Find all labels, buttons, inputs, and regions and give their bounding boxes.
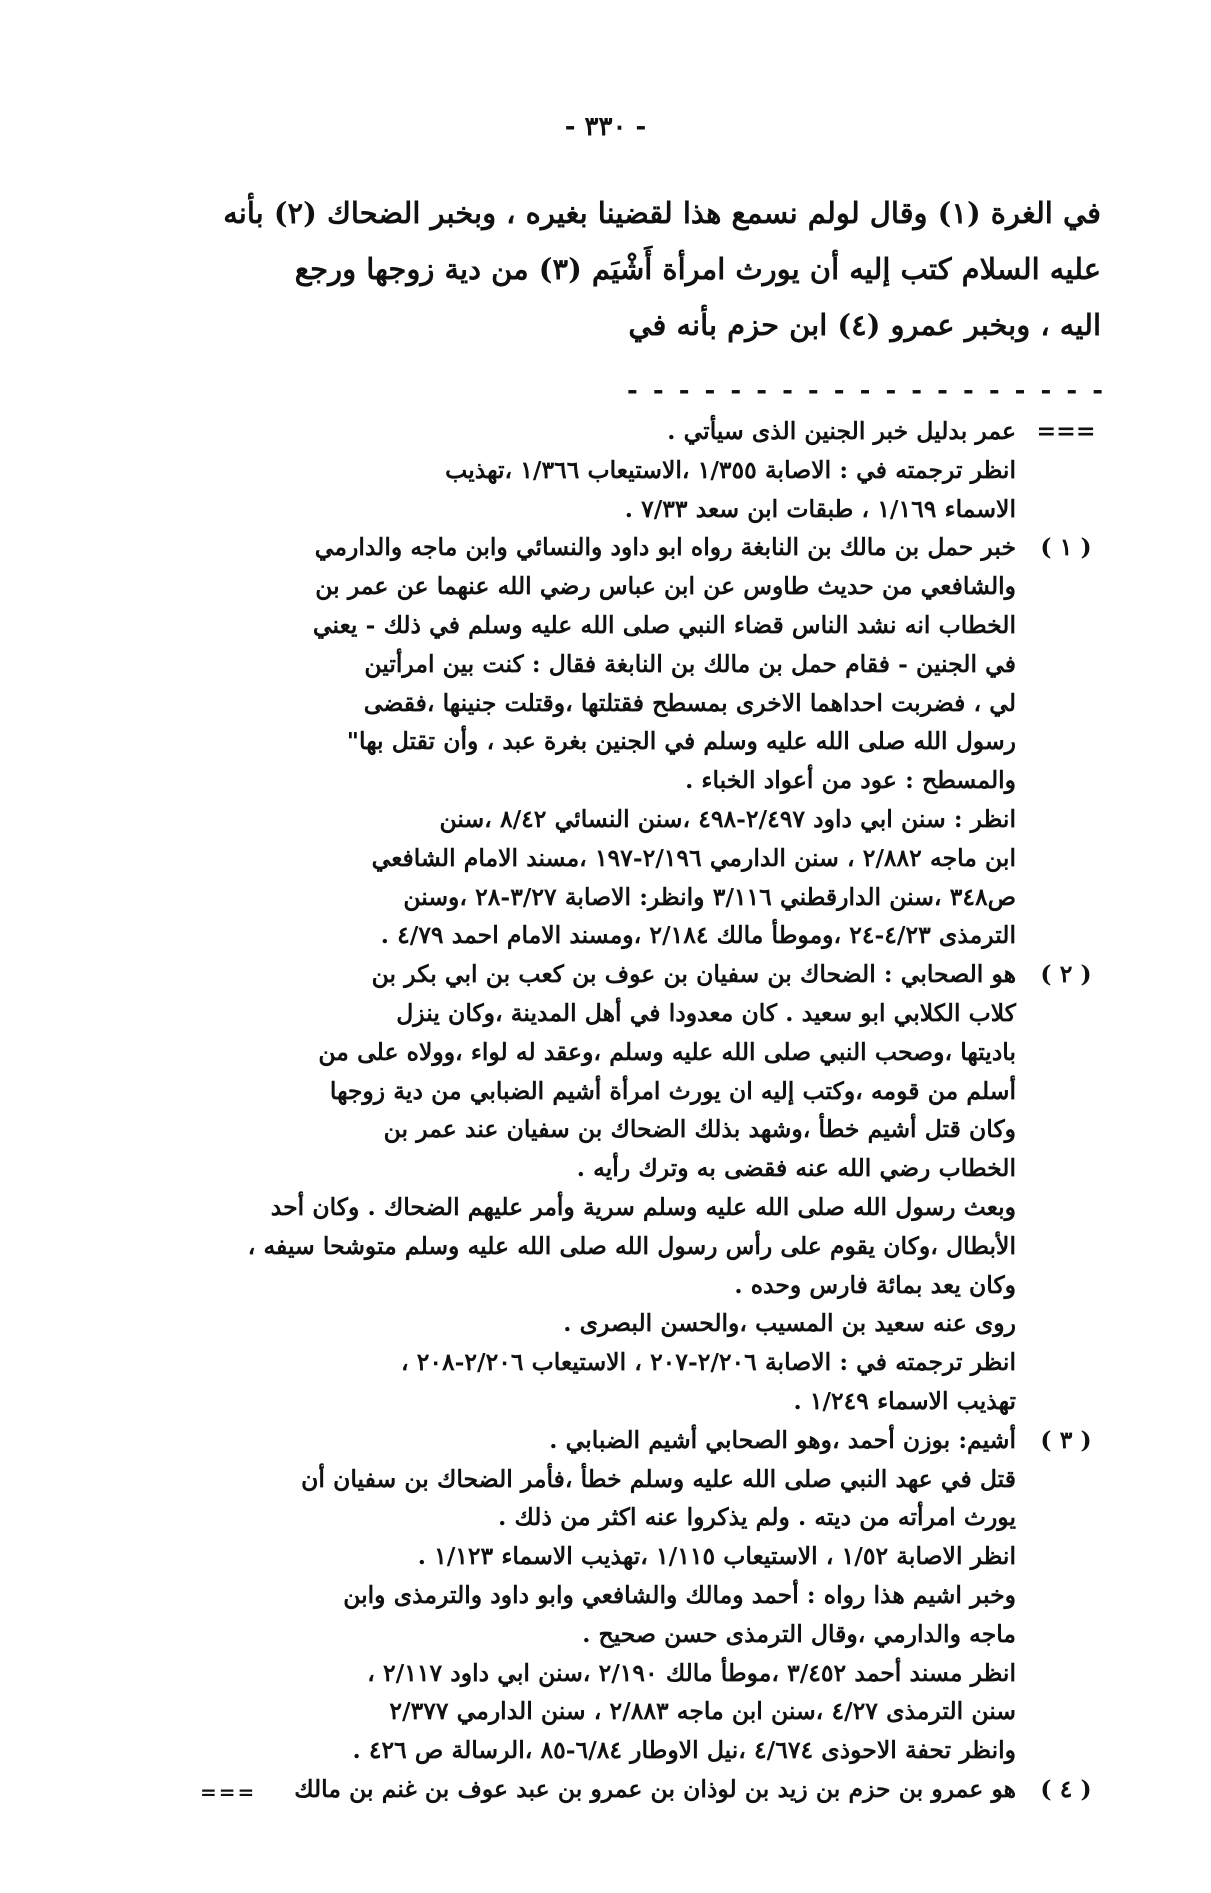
footnote-line: والشافعي من حديث طاوس عن ابن عباس رضي الله عنهما عن عمر بن — [315, 572, 1016, 601]
footnote-line: هو عمرو بن حزم بن زيد بن لوذان بن عمرو بن عبد عوف بن غنم بن مالك — [294, 1774, 1016, 1803]
footnote-line: ماجه والدارمي ،وقال الترمذى حسن صحيح . — [582, 1619, 1016, 1648]
footnote-line: انظر مسند أحمد ٣/٤٥٢ ،موطأ مالك ٢/١٩٠ ،سنن ابي داود ٢/١١٧ ، — [367, 1658, 1016, 1687]
main-text-line: في الغرة (١) وقال لولم نسمع هذا لقضينا بغيره ، وبخبر الضحاك (٢) بأنه — [223, 196, 1101, 230]
footnote-line: وكان قتل أشيم خطأ ،وشهد بذلك الضحاك بن سفيان عند عمر بن — [383, 1115, 1016, 1144]
footnote-2 — [76, 955, 1116, 1421]
footnote-line: الاسماء ١/١٦٩ ، طبقات ابن سعد ٧/٣٣ . — [624, 494, 1016, 523]
footnote-1 — [76, 528, 1116, 955]
footnote-line: يورث امرأته من ديته . ولم يذكروا عنه اكثر من ذلك . — [498, 1503, 1016, 1532]
footnote-line: رسول الله صلى الله عليه وسلم في الجنين بغرة عبد ، وأن تقتل بها" — [346, 727, 1016, 756]
footnote-line: عمر بدليل خبر الجنين الذى سيأتي . — [667, 417, 1016, 445]
page-number: - ٣٣٠ - — [564, 112, 647, 142]
footnote-line: والمسطح : عود من أعواد الخباء . — [685, 766, 1016, 795]
footnote-line: الترمذى ٤/٢٣-٢٤ ،وموطأ مالك ٢/١٨٤ ،ومسند الامام احمد ٤/٧٩ . — [380, 921, 1016, 950]
footnote-body — [76, 1421, 1016, 1770]
footnote-line: لي ، فضربت احداهما الاخرى بمسطح فقتلتها ،وقتلت جنينها ،فقضى — [363, 688, 1016, 717]
continuation-marker: === — [200, 1780, 257, 1804]
footnote-line: هو الصحابي : الضحاك بن سفيان بن عوف بن كعب بن ابي بكر بن — [371, 960, 1016, 989]
footnote-line: الخطاب انه نشد الناس قضاء النبي صلى الله عليه وسلم في ذلك - يعني — [312, 610, 1016, 639]
main-text — [101, 185, 1101, 353]
footnote-line: باديتها ،وصحب النبي صلى الله عليه وسلم ،وعقد له لواء ،وولاه على من — [318, 1037, 1016, 1066]
footnote-line: وخبر اشيم هذا رواه : أحمد ومالك والشافعي وابو داود والترمذى وابن — [343, 1580, 1016, 1609]
footnote-line: ابن ماجه ٢/٨٨٢ ، سنن الدارمي ٢/١٩٦-١٩٧ ،مسند الامام الشافعي — [371, 843, 1016, 872]
footnote-line: وكان يعد بمائة فارس وحده . — [734, 1270, 1016, 1299]
footnote-line: روى عنه سعيد بن المسيب ،والحسن البصرى . — [563, 1309, 1016, 1338]
footnote-line: وانظر تحفة الاحوذى ٤/٦٧٤ ،نيل الاوطار ٦/٨٤-٨٥ ،الرسالة ص ٤٢٦ . — [352, 1736, 1016, 1765]
footnote-line: تهذيب الاسماء ١/٢٤٩ . — [793, 1386, 1016, 1415]
footnote-marker: ( ٤ ) — [1040, 1774, 1092, 1803]
footnote-body — [76, 528, 1016, 955]
footnote-line: خبر حمل بن مالك بن النابغة رواه ابو داود والنسائي وابن ماجه والدارمي — [314, 533, 1016, 562]
main-text-line: عليه السلام كتب إليه أن يورث امرأة أَشْيَم (٣) من دية زوجها ورجع — [294, 252, 1101, 286]
footnote-body — [76, 412, 1016, 528]
footnote-line: ص٣٤٨ ،سنن الدارقطني ٣/١١٦ وانظر: الاصابة ٣/٢٧-٢٨ ،وسنن — [403, 882, 1016, 911]
footnote-marker: ( ١ ) — [1040, 533, 1092, 562]
footnote-line: في الجنين - فقام حمل بن مالك بن النابغة فقال : كنت بين امرأتين — [364, 649, 1016, 678]
footnote-line: الأبطال ،وكان يقوم على رأس رسول الله صلى الله عليه وسلم متوشحا سيفه ، — [247, 1231, 1016, 1260]
footnote-line: انظر : سنن ابي داود ٢/٤٩٧-٤٩٨ ،سنن النسائي ٨/٤٢ ،سنن — [439, 804, 1016, 833]
footnote-line: انظر ترجمته في : الاصابة ١/٣٥٥ ،الاستيعاب ١/٣٦٦ ،تهذيب — [445, 455, 1016, 484]
footnote-line: الخطاب رضي الله عنه فقضى به وترك رأيه . — [576, 1154, 1016, 1183]
footnote-divider: - - - - - - - - - - - - - - - - - - - — [627, 376, 1106, 406]
footnote-marker: ( ٣ ) — [1040, 1425, 1092, 1454]
footnote-marker: ( ٢ ) — [1040, 960, 1092, 989]
footnote-continuation — [76, 412, 1116, 528]
footnote-line: أسلم من قومه ،وكتب إليه ان يورث امرأة أشيم الضبابي من دية زوجها — [329, 1076, 1016, 1105]
footnote-line: وبعث رسول الله صلى الله عليه وسلم سرية وأمر عليهم الضحاك . وكان أحد — [270, 1192, 1016, 1221]
footnote-marker: === — [1036, 417, 1096, 445]
footnote-line: قتل في عهد النبي صلى الله عليه وسلم خطأ ،فأمر الضحاك بن سفيان أن — [301, 1464, 1016, 1493]
footnote-line: أشيم: بوزن أحمد ،وهو الصحابي أشيم الضبابي . — [549, 1425, 1016, 1454]
footnote-line: انظر الاصابة ١/٥٢ ، الاستيعاب ١/١١٥ ،تهذيب الاسماء ١/١٢٣ . — [417, 1542, 1016, 1571]
footnote-3 — [76, 1421, 1116, 1770]
footnote-line: انظر ترجمته في : الاصابة ٢/٢٠٦-٢٠٧ ، الاستيعاب ٢/٢٠٦-٢٠٨ ، — [401, 1348, 1016, 1377]
main-text-line: اليه ، وبخبر عمرو (٤) ابن حزم بأنه في — [628, 308, 1101, 342]
footnote-line: سنن الترمذى ٤/٢٧ ،سنن ابن ماجه ٢/٨٨٣ ، سنن الدارمي ٢/٣٧٧ — [389, 1697, 1016, 1726]
footnote-line: كلاب الكلابي ابو سعيد . كان معدودا في أهل المدينة ،وكان ينزل — [396, 998, 1016, 1027]
footnote-body — [76, 955, 1016, 1421]
footnotes — [76, 412, 1116, 1809]
